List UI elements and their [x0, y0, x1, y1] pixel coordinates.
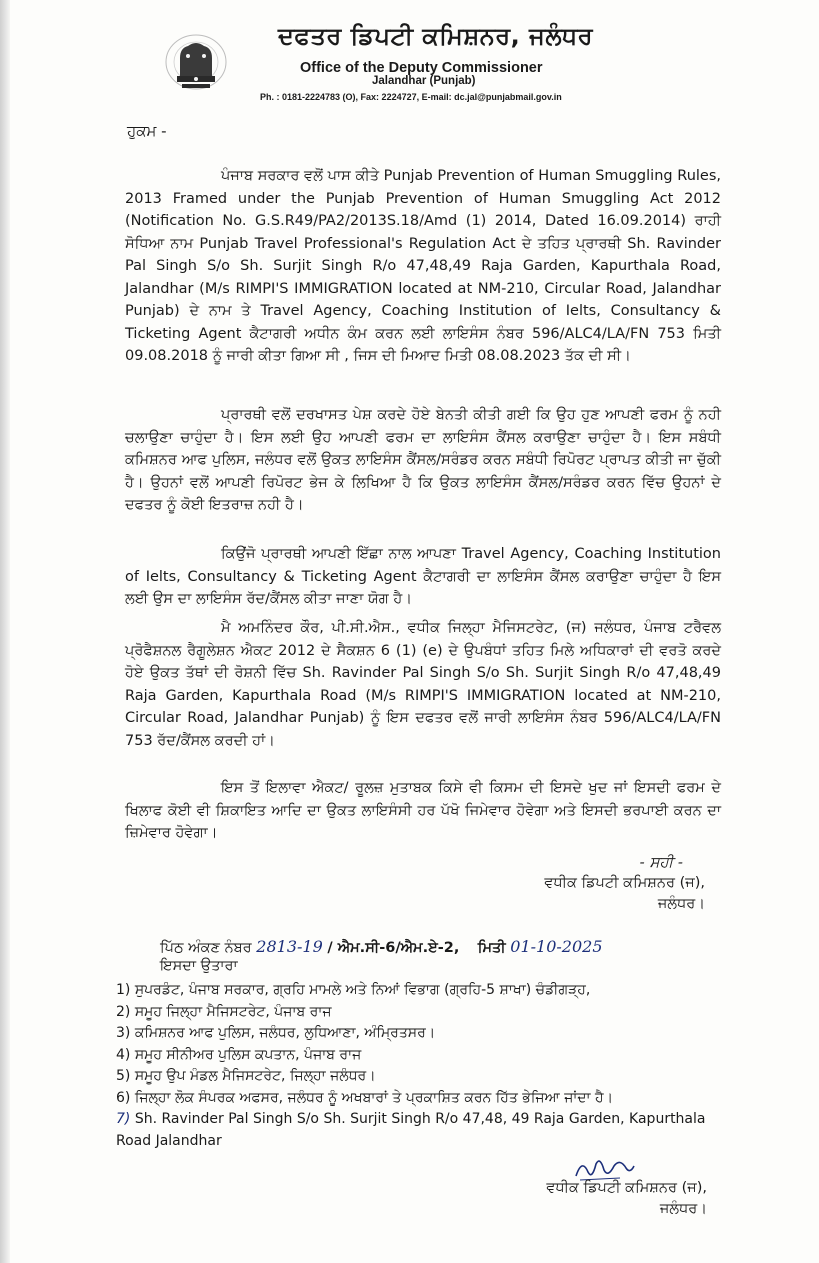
order-title: ਹੁਕਮ -: [127, 122, 167, 140]
office-title-english: Office of the Deputy Commissioner: [300, 60, 543, 76]
endorsement-line: [160, 937, 603, 956]
paragraph-3: [125, 543, 721, 611]
paragraph-3-text: ਕਿਉਂਜੋ ਪ੍ਰਾਰਥੀ ਆਪਣੀ ਇੱਛਾ ਨਾਲ ਆਪਣਾ Travel Agency, Coaching Institution of Ielts, Consultancy & Ticketing Agent ਕੈਟਾਗਰੀ ਦਾ ਲਾਇਸੰਸ ਕੈਂਸਲ ਕਰਾਉਣਾ ਚਾਹੁੰਦਾ ਹੈ ਇਸ ਲਈ ਉਸ ਦਾ ਲਾਇਸੰਸ ਰੱਦ/ਕੈਂਸਲ ਕੀਤਾ ਜਾਣਾ ਯੋਗ ਹੈ।: [125, 546, 721, 607]
paragraph-1-text: ਪੰਜਾਬ ਸਰਕਾਰ ਵਲੋਂ ਪਾਸ ਕੀਤੇ Punjab Prevention of Human Smuggling Rules, 2013 Framed under the Punjab Prevention of Human Smuggling Act 2012 (Notification No. G.S.R49/PA2/2013S.18/Amd (1) 2014, Dated 16.09.2014) ਰਾਹੀ ਸੋਧਿਆ ਨਾਮ Punjab Travel Professional's Regulation Act ਦੇ ਤਹਿਤ ਪ੍ਰਾਰਥੀ Sh. Ravinder Pal Singh S/o Sh. Surjit Singh R/o 47,48,49 Raja Garden, Kapurthala Road, Jalandhar (M/s RIMPI'S IMMIGRATION located at NM-210, Circular Road, Jalandhar Punjab) ਦੇ ਨਾਮ ਤੇ Travel Agency, Coaching Institution of Ielts, Consultancy & Ticketing Agent ਕੈਟਾਗਰੀ ਅਧੀਨ ਕੰਮ ਕਰਨ ਲਈ ਲਾਇਸੰਸ ਨੰਬਰ 596/ALC4/LA/FN 753 ਮਿਤੀ 09.08.2018 ਨੂੰ ਜਾਰੀ ਕੀਤਾ ਗਿਆ ਸੀ , ਜਿਸ ਦੀ ਮਿਆਦ ਮਿਤੀ 08.08.2023 ਤੱਕ ਦੀ ਸੀ।: [125, 168, 721, 364]
paragraph-4: [125, 617, 721, 752]
copy-item: [116, 1109, 716, 1152]
copy-list: [116, 980, 716, 1152]
endorsement-office-code: / ਐਮ.ਸੀ-6/ਐਮ.ਏ-2,: [327, 940, 460, 956]
copy-item: 3) ਕਮਿਸ਼ਨਰ ਆਫ ਪੁਲਿਸ, ਜਲੰਧਰ, ਲੁਧਿਆਣਾ, ਅੰਮ੍ਰਿਤਸਰ।: [116, 1025, 436, 1041]
office-location: Jalandhar (Punjab): [372, 75, 476, 87]
paragraph-2: [125, 404, 721, 517]
signed-mark: - ਸਹੀ -: [639, 853, 683, 871]
copy-heading: ਇਸਦਾ ਉਤਾਰਾ: [160, 958, 238, 974]
endorsement-signature-block: [546, 1178, 707, 1220]
paragraph-2-text: ਪ੍ਰਾਰਥੀ ਵਲੋਂ ਦਰਖਾਸਤ ਪੇਸ਼ ਕਰਦੇ ਹੋਏ ਬੇਨਤੀ ਕੀਤੀ ਗਈ ਕਿ ਉਹ ਹੁਣ ਆਪਣੀ ਫਰਮ ਨੂੰ ਨਹੀ ਚਲਾਉਣਾ ਚਾਹੁੰਦਾ ਹੈ। ਇਸ ਲਈ ਉਹ ਆਪਣੀ ਫਰਮ ਦਾ ਲਾਇਸੰਸ ਕੈਂਸਲ ਕਰਾਉਣਾ ਚਾਹੁੰਦਾ ਹੈ। ਇਸ ਸਬੰਧੀ ਕਮਿਸ਼ਨਰ ਆਫ ਪੁਲਿਸ, ਜਲੰਧਰ ਵਲੋਂ ਉਕਤ ਲਾਇਸੰਸ ਕੈਂਸਲ/ਸਰੰਡਰ ਕਰਨ ਸਬੰਧੀ ਰਿਪੋਰਟ ਪ੍ਰਾਪਤ ਕੀਤੀ ਜਾ ਚੁੱਕੀ ਹੈ। ਉਹਨਾਂ ਵਲੋਂ ਆਪਣੀ ਰਿਪੋਰਟ ਭੇਜ ਕੇ ਲਿਖਿਆ ਹੈ ਕਿ ਉਕਤ ਲਾਇਸੰਸ ਕੈਂਸਲ/ਸਰੰਡਰ ਕਰਨ ਵਿੱਚ ਉਹਨਾਂ ਦੇ ਦਫਤਰ ਨੂੰ ਕੋਈ ਇਤਰਾਜ਼ ਨਹੀ ਹੈ।: [125, 407, 721, 513]
endorsement-number: 2813-19: [256, 937, 323, 956]
order-signatory-designation: ਵਧੀਕ ਡਿਪਟੀ ਕਮਿਸ਼ਨਰ (ਜ),: [544, 875, 705, 891]
paragraph-1: [125, 165, 721, 368]
copy-item: 4) ਸਮੂਹ ਸੀਨੀਅਰ ਪੁਲਿਸ ਕਪਤਾਨ, ਪੰਜਾਬ ਰਾਜ: [116, 1046, 362, 1063]
copy-7-text: Sh. Ravinder Pal Singh S/o Sh. Surjit Singh R/o 47,48, 49 Raja Garden, Kapurthala Road Jalandhar: [116, 1111, 706, 1149]
order-signatory-place: ਜਲੰਧਰ।: [657, 896, 705, 912]
endorsement-prefix: ਪਿੱਠ ਅੰਕਣ ਨੰਬਰ: [160, 940, 252, 956]
copy-item: 2) ਸਮੂਹ ਜਿਲ੍ਹਾ ਮੈਜਿਸਟਰੇਟ, ਪੰਜਾਬ ਰਾਜ: [116, 1003, 332, 1020]
ashoka-emblem-icon: [150, 26, 242, 98]
office-title-punjabi: ਦਫਤਰ ਡਿਪਟੀ ਕਮਿਸ਼ਨਰ, ਜਲੰਧਰ: [278, 22, 594, 50]
endorsement-signatory-designation: ਵਧੀਕ ਡਿਪਟੀ ਕਮਿਸ਼ਨਰ (ਜ),: [546, 1180, 707, 1196]
order-signature-block: [544, 852, 705, 915]
endorsement-date: 01-10-2025: [510, 937, 603, 956]
copy-item: 1) ਸੁਪਰਡੰਟ, ਪੰਜਾਬ ਸਰਕਾਰ, ਗ੍ਰਹਿ ਮਾਮਲੇ ਅਤੇ ਨਿਆਂ ਵਿਭਾਗ (ਗ੍ਰਹਿ-5 ਸ਼ਾਖਾ) ਚੰਡੀਗੜ੍ਹ,: [116, 982, 591, 998]
copy-item: 6) ਜਿਲ੍ਹਾ ਲੋਕ ਸੰਪਰਕ ਅਫਸਰ, ਜਲੰਧਰ ਨੂੰ ਅਖਬਾਰਾਂ ਤੇ ਪ੍ਰਕਾਸ਼ਿਤ ਕਰਨ ਹਿੱਤ ਭੇਜਿਆ ਜਾਂਦਾ ਹੈ।: [116, 1089, 614, 1106]
endorsement-date-label: ਮਿਤੀ: [477, 940, 506, 956]
copy-7-mark: 7): [116, 1111, 131, 1127]
office-contact: Ph. : 0181-2224783 (O), Fax: 2224727, E-mail: dc.jal@punjabmail.gov.in: [260, 92, 562, 102]
copy-item: 5) ਸਮੂਹ ਉਪ ਮੰਡਲ ਮੈਜਿਸਟਰੇਟ, ਜਿਲ੍ਹਾ ਜਲੰਧਰ।: [116, 1068, 376, 1084]
endorsement-signatory-place: ਜਲੰਧਰ।: [659, 1201, 707, 1217]
paragraph-5-text: ਇਸ ਤੋਂ ਇਲਾਵਾ ਐਕਟ/ ਰੂਲਜ਼ ਮੁਤਾਬਕ ਕਿਸੇ ਵੀ ਕਿਸਮ ਦੀ ਇਸਦੇ ਖੁਦ ਜਾਂ ਇਸਦੀ ਫਰਮ ਦੇ ਖਿਲਾਫ ਕੋਈ ਵੀ ਸ਼ਿਕਾਇਤ ਆਦਿ ਦਾ ਉਕਤ ਲਾਇਸੰਸੀ ਹਰ ਪੱਖੋ ਜਿਮੇਵਾਰ ਹੋਵੇਗਾ ਅਤੇ ਇਸਦੀ ਭਰਪਾਈ ਕਰਨ ਦਾ ਜ਼ਿਮੇਵਾਰ ਹੋਵੇਗਾ।: [125, 780, 721, 841]
paragraph-4-text: ਮੈ ਅਮਨਿੰਦਰ ਕੌਰ, ਪੀ.ਸੀ.ਐਸ., ਵਧੀਕ ਜਿਲ੍ਹਾ ਮੈਜਿਸਟਰੇਟ, (ਜ) ਜਲੰਧਰ, ਪੰਜਾਬ ਟਰੈਵਲ ਪ੍ਰੋਫੈਸ਼ਨਲ ਰੈਗੂਲੇਸ਼ਨ ਐਕਟ 2012 ਦੇ ਸੈਕਸ਼ਨ 6 (1) (e) ਦੇ ਉਪਬੰਧਾਂ ਤਹਿਤ ਮਿਲੇ ਅਧਿਕਾਰਾਂ ਦੀ ਵਰਤੋ ਕਰਦੇ ਹੋਏ ਉਕਤ ਤੱਥਾਂ ਦੀ ਰੋਸ਼ਨੀ ਵਿੱਚ Sh. Ravinder Pal Singh S/o Sh. Surjit Singh R/o 47,48,49 Raja Garden, Kapurthala Road (M/s RIMPI'S IMMIGRATION located at NM-210, Circular Road, Jalandhar Punjab) ਨੂੰ ਇਸ ਦਫਤਰ ਵਲੋਂ ਜਾਰੀ ਲਾਇਸੰਸ ਨੰਬਰ 596/ALC4/LA/FN 753 ਰੱਦ/ਕੈਂਸਲ ਕਰਦੀ ਹਾਂ।: [125, 620, 721, 749]
paragraph-5: [125, 777, 721, 845]
